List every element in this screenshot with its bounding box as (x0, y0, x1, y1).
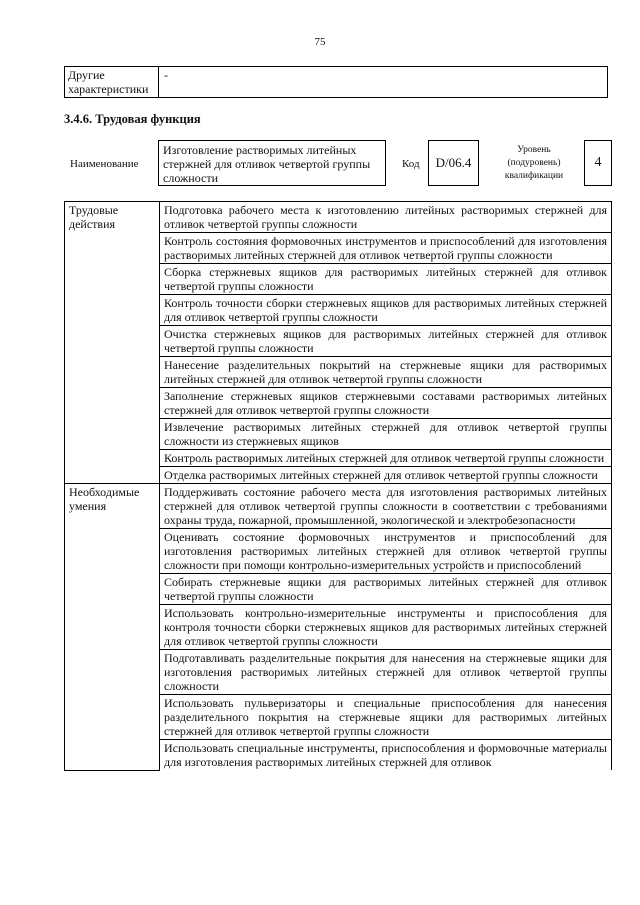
table-row (65, 202, 612, 233)
function-code: D/06.4 (428, 140, 479, 186)
labor-action-item: Извлечение растворимых литейных стержней для отливок четвертой группы сложности из стержневых ящиков (160, 419, 612, 450)
required-skills-label: Необходимые умения (65, 484, 160, 771)
level-label-line1: Уровень (517, 145, 551, 155)
level-label-line3: квалификации (504, 171, 564, 181)
labor-action-item: Контроль точности сборки стержневых ящиков для растворимых литейных стержней для отливок четвертой группы сложности (160, 295, 612, 326)
other-characteristics-value: - (164, 68, 168, 82)
required-skill-item: Подготавливать разделительные покрытия для нанесения на стержневые ящики для изготовления растворимых литейных стержней для отливок четвертой группы сложности (160, 650, 612, 695)
required-skill-item: Использовать специальные инструменты, приспособления и формовочные материалы для изготовления растворимых литейных стержней для отливок (160, 740, 612, 771)
code-label: Код (402, 158, 420, 170)
labor-function-header (64, 140, 612, 188)
labor-action-item: Очистка стержневых ящиков для растворимых литейных стержней для отливок четвертой группы сложности (160, 326, 612, 357)
level-label-line2: (подуровень) (507, 158, 561, 168)
qualification-level: 4 (584, 140, 612, 186)
required-skill-item: Использовать пульверизаторы и специальные приспособления для нанесения разделительного покрытия на стержневые ящики для растворимых литейных стержней для отливок четвертой группы сложности (160, 695, 612, 740)
section-title: 3.4.6. Трудовая функция (64, 112, 201, 126)
required-skill-item: Собирать стержневые ящики для растворимых литейных стержней для отливок четвертой группы сложности (160, 574, 612, 605)
labor-action-item: Нанесение разделительных покрытий на стержневые ящики для растворимых литейных стержней для отливок четвертой группы сложности (160, 357, 612, 388)
required-skill-item: Поддерживать состояние рабочего места для изготовления растворимых литейных стержней для отливок четвертой группы сложности в соответствии с требованиями охраны труда, пожарной, промышленной, экологической и электробезопасности (160, 484, 612, 529)
qualification-level-label (488, 144, 580, 183)
page-number: 75 (314, 36, 326, 48)
labor-action-item: Отделка растворимых литейных стержней для отливок четвертой группы сложности (160, 467, 612, 484)
other-characteristics-label: Другие характеристики (65, 67, 159, 97)
name-label: Наименование (70, 158, 139, 170)
function-name: Изготовление растворимых литейных стержней для отливок четвертой группы сложности (158, 140, 386, 186)
labor-actions-label: Трудовые действия (65, 202, 160, 484)
required-skill-item: Использовать контрольно-измерительные инструменты и приспособления для контроля точности сборки стержневых ящиков для растворимых литейных стержней для отливок четвертой группы сложности (160, 605, 612, 650)
labor-action-item: Подготовка рабочего места к изготовлению литейных растворимых стержней для отливок четвертой группы сложности (160, 202, 612, 233)
labor-action-item: Контроль растворимых литейных стержней для отливок четвертой группы сложности (160, 450, 612, 467)
labor-action-item: Сборка стержневых ящиков для растворимых литейных стержней для отливок четвертой группы сложности (160, 264, 612, 295)
table-row (65, 484, 612, 529)
labor-action-item: Заполнение стержневых ящиков стержневыми составами растворимых литейных стержней для отливок четвертой группы сложности (160, 388, 612, 419)
required-skill-item: Оценивать состояние формовочных инструментов и приспособлений для изготовления растворимых литейных стержней для отливок четвертой группы сложности при помощи контрольно-измерительных устройств и приспособлений (160, 529, 612, 574)
labor-action-item: Контроль состояния формовочных инструментов и приспособлений для изготовления растворимых литейных стержней для отливок четвертой группы сложности (160, 233, 612, 264)
other-characteristics-table (64, 66, 608, 98)
labor-function-table (64, 201, 612, 771)
